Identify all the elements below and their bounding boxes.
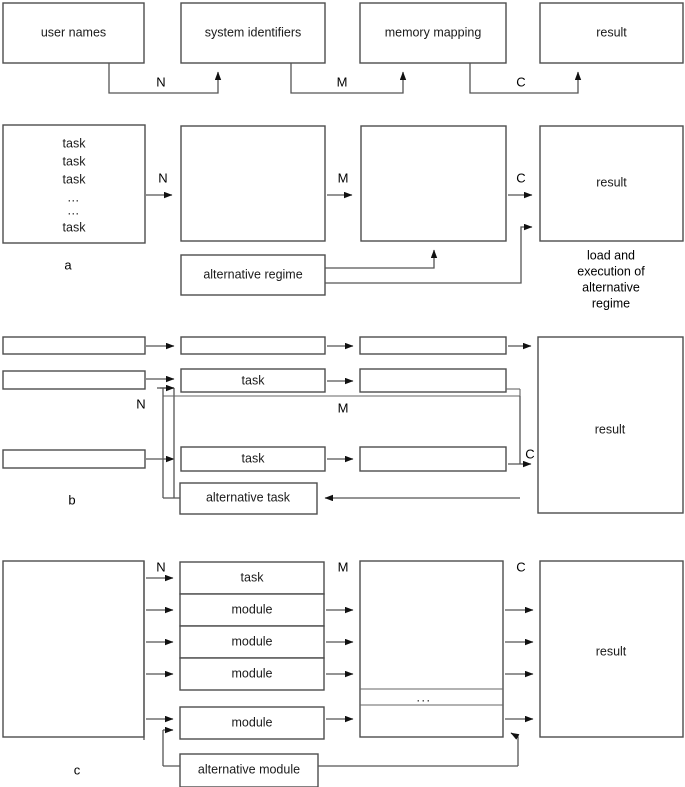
panel-b-alternative-label: alternative task xyxy=(205,490,291,505)
panel-c-stack-row-module-1[interactable] xyxy=(180,594,324,626)
header-row xyxy=(3,3,683,93)
panel-b-col2-label: task xyxy=(241,373,265,388)
panel-c-stack-row-module-3[interactable] xyxy=(180,658,324,690)
header-connector-c xyxy=(470,63,578,93)
panel-a-flow-label-m: M xyxy=(337,170,349,186)
panel-a-stage3-box[interactable] xyxy=(361,126,506,241)
panel-b-flow-label-m: M xyxy=(337,400,349,416)
panel-a-task-item: task xyxy=(62,136,86,151)
panel-c-flow-label-n: N xyxy=(156,559,166,575)
header-box-system-identifiers[interactable] xyxy=(181,3,325,63)
header-label-user-names: user names xyxy=(40,25,107,40)
panel-a-task-list-box[interactable] xyxy=(3,125,145,243)
panel-b-caption: b xyxy=(68,492,76,508)
panel-c xyxy=(3,559,683,787)
panel-b-col2-row2[interactable] xyxy=(181,369,325,392)
panel-c-flow-label-c: C xyxy=(516,559,526,575)
panel-c-extra-module-label: module xyxy=(231,715,273,730)
panel-a-task-ellipsis: … xyxy=(67,203,81,218)
panel-a-alternative-label: alternative regime xyxy=(203,267,303,282)
header-flow-label-n: N xyxy=(156,74,166,90)
panel-c-caption: c xyxy=(73,762,81,778)
panel-a-task-ellipsis: … xyxy=(67,190,81,205)
header-label-result: result xyxy=(596,25,627,40)
header-connector-m xyxy=(291,63,403,93)
panel-c-stack-row-task[interactable] xyxy=(180,562,324,594)
panel-b-col1-row2[interactable] xyxy=(3,371,145,389)
panel-a-result-note xyxy=(577,248,645,310)
panel-a xyxy=(3,125,683,310)
panel-c-left-box[interactable] xyxy=(3,561,144,737)
panel-c-alt-feedback-riser xyxy=(511,733,518,766)
header-label-system-identifiers: system identifiers xyxy=(204,25,302,40)
panel-c-stack-row-module-2[interactable] xyxy=(180,626,324,658)
panel-b-alternative-task-box[interactable] xyxy=(180,483,317,514)
panel-b-flow-label-c: C xyxy=(525,446,535,462)
panel-b-col1-row3[interactable] xyxy=(3,450,145,468)
panel-c-result-label: result xyxy=(595,644,627,659)
panel-b-col3-row3[interactable] xyxy=(360,447,506,471)
panel-a-note-line: regime xyxy=(591,296,631,311)
panel-b-col2-label: task xyxy=(241,451,265,466)
panel-c-stack-label: module xyxy=(231,634,273,649)
panel-c-result-box[interactable] xyxy=(540,561,683,737)
panel-a-result-label: result xyxy=(596,175,627,190)
panel-a-task-item: task xyxy=(62,154,86,169)
panel-b-col2-row1[interactable] xyxy=(181,337,325,354)
panel-a-stage2-box[interactable] xyxy=(181,126,325,241)
panel-b-result-label: result xyxy=(594,422,626,437)
header-label-memory-mapping: memory mapping xyxy=(384,25,482,40)
panel-a-alt-to-stage3 xyxy=(325,250,434,268)
panel-a-note-line: load and xyxy=(587,248,635,263)
header-flow-label-c: C xyxy=(516,74,526,90)
panel-a-note-line: alternative xyxy=(582,280,640,295)
panel-c-stack-label: module xyxy=(231,666,273,681)
panel-c-middle-dots: ... xyxy=(416,690,432,705)
panel-c-alternative-label: alternative module xyxy=(197,762,301,777)
header-connector-n xyxy=(109,63,218,93)
header-box-memory-mapping[interactable] xyxy=(360,3,506,63)
panel-c-alternative-module-box[interactable] xyxy=(180,754,318,787)
panel-a-alternative-regime-box[interactable] xyxy=(181,255,325,295)
header-box-user-names[interactable] xyxy=(3,3,144,63)
panel-a-flow-label-c: C xyxy=(516,170,526,186)
panel-c-extra-module-box[interactable] xyxy=(180,707,324,739)
panel-b-result-box[interactable] xyxy=(538,337,683,513)
panel-c-stack-label: task xyxy=(240,570,264,585)
panel-a-task-item: task xyxy=(62,172,86,187)
panel-b xyxy=(3,337,683,514)
panel-b-col3-row1[interactable] xyxy=(360,337,506,354)
panel-b-col2-row3[interactable] xyxy=(181,447,325,471)
panel-a-flow-label-n: N xyxy=(158,170,168,186)
header-box-result[interactable] xyxy=(540,3,683,63)
panel-c-stack-label: module xyxy=(231,602,273,617)
panel-b-flow-label-n: N xyxy=(136,396,146,412)
panel-a-task-item: task xyxy=(62,220,86,235)
panel-a-note-line: execution of xyxy=(577,264,645,279)
panel-a-caption: a xyxy=(64,257,72,273)
panel-b-col1-row1[interactable] xyxy=(3,337,145,354)
panel-c-middle-box[interactable] xyxy=(360,561,503,737)
panel-b-col3-row2[interactable] xyxy=(360,369,506,392)
panel-a-result-box[interactable] xyxy=(540,126,683,241)
panel-c-module-stack xyxy=(180,562,324,690)
panel-a-arrow-c xyxy=(508,170,532,195)
panel-a-arrow-n xyxy=(146,170,172,195)
panel-c-flow-label-m: M xyxy=(337,559,349,575)
panel-a-arrow-m xyxy=(327,170,352,195)
header-flow-label-m: M xyxy=(336,74,348,90)
